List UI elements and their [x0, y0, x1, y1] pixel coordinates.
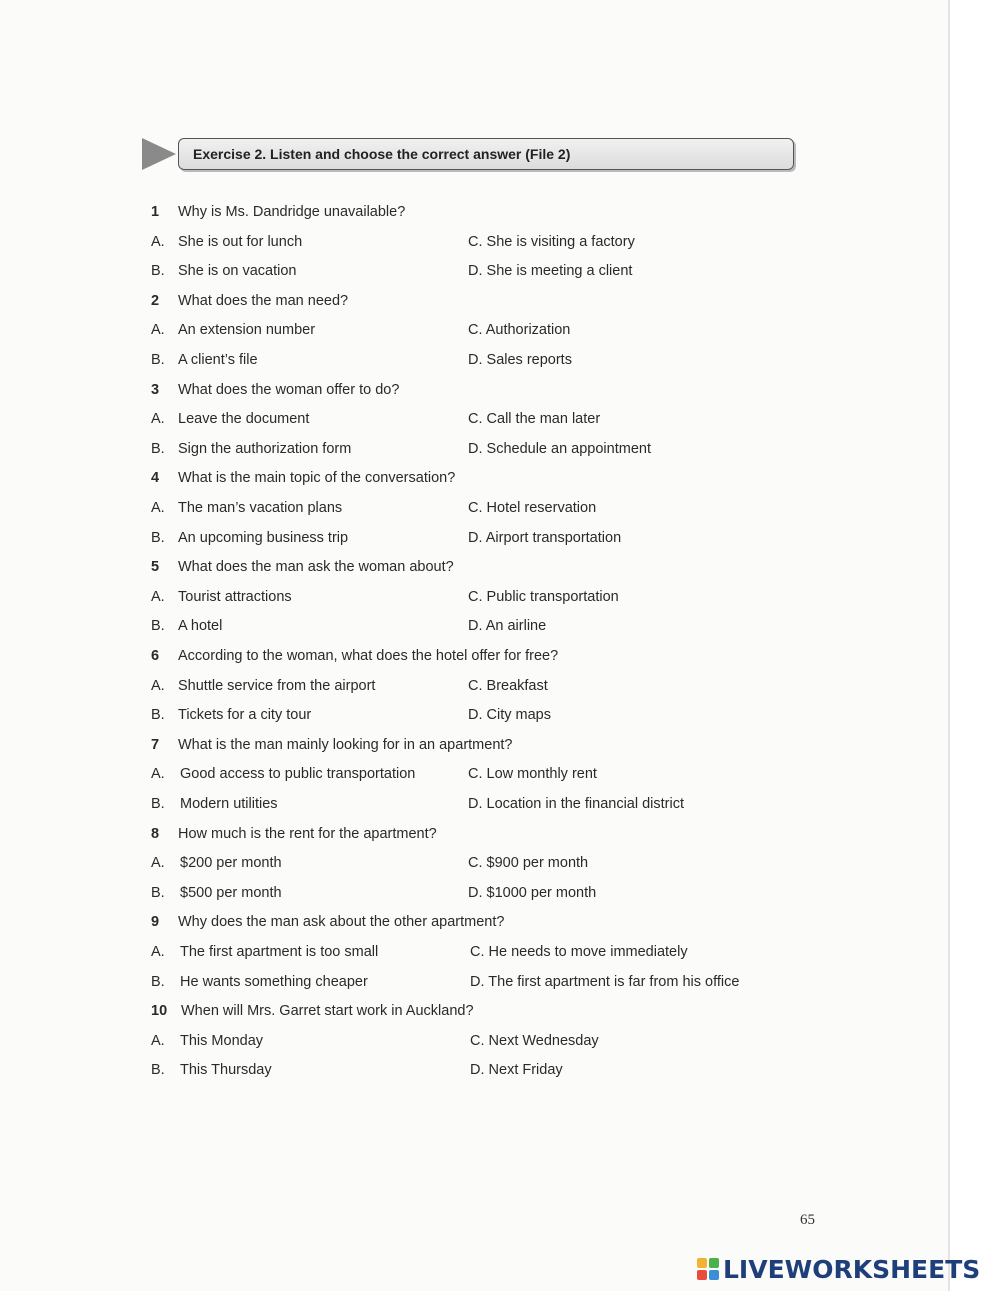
- question-text: What does the man need?: [178, 292, 349, 309]
- option-d[interactable]: D. Location in the financial district: [468, 796, 684, 812]
- option-label: A.: [151, 588, 165, 605]
- liveworksheets-icon: [697, 1258, 721, 1282]
- option-a[interactable]: This Monday: [180, 1032, 264, 1049]
- option-label: B.: [151, 884, 165, 901]
- option-label: B.: [151, 973, 165, 990]
- question-text: What does the woman offer to do?: [178, 381, 400, 398]
- option-d[interactable]: D. Airport transportation: [468, 529, 622, 546]
- option-label: A.: [151, 677, 165, 694]
- option-label: A.: [151, 411, 165, 428]
- option-a[interactable]: An extension number: [178, 322, 316, 339]
- option-c[interactable]: C. He needs to move immediately: [470, 944, 688, 960]
- option-d[interactable]: D. Schedule an appointment: [468, 440, 651, 457]
- question-text: How much is the rent for the apartment?: [178, 825, 437, 842]
- question-text: What does the man ask the woman about?: [178, 559, 454, 576]
- question-text: What is the man mainly looking for in an apartment?: [178, 736, 513, 753]
- option-b[interactable]: This Thursday: [180, 1062, 272, 1079]
- option-c[interactable]: C. Breakfast: [468, 677, 548, 694]
- option-d[interactable]: D. She is meeting a client: [468, 263, 633, 280]
- question-text: What is the main topic of the conversation?: [178, 470, 456, 487]
- option-b[interactable]: She is on vacation: [178, 263, 297, 280]
- exercise-title-box: [178, 138, 794, 170]
- option-b[interactable]: A hotel: [178, 618, 223, 635]
- option-a[interactable]: Tourist attractions: [178, 588, 292, 605]
- option-c[interactable]: C. Authorization: [468, 322, 571, 339]
- option-c[interactable]: C. She is visiting a factory: [468, 233, 635, 250]
- option-c[interactable]: C. $900 per month: [468, 855, 589, 872]
- question-number: 6: [151, 648, 160, 664]
- option-c[interactable]: C. Next Wednesday: [470, 1032, 599, 1049]
- page-number: 65: [800, 1212, 815, 1228]
- option-b[interactable]: $500 per month: [180, 884, 282, 901]
- option-label: A.: [151, 500, 165, 516]
- option-label: A.: [151, 1032, 165, 1049]
- option-label: A.: [151, 322, 165, 339]
- option-b[interactable]: Sign the authorization form: [178, 440, 352, 457]
- option-a[interactable]: She is out for lunch: [178, 233, 303, 250]
- option-b[interactable]: An upcoming business trip: [178, 529, 349, 546]
- option-b[interactable]: He wants something cheaper: [180, 973, 368, 990]
- option-d[interactable]: D. Next Friday: [470, 1062, 563, 1079]
- option-c[interactable]: C. Public transportation: [468, 588, 619, 605]
- option-c[interactable]: C. Call the man later: [468, 411, 601, 428]
- play-arrow-icon: [142, 138, 176, 170]
- option-label: B.: [151, 263, 165, 280]
- question-number: 9: [151, 914, 160, 931]
- option-a[interactable]: $200 per month: [180, 855, 282, 872]
- option-d[interactable]: D. An airline: [468, 618, 547, 635]
- option-a[interactable]: Good access to public transportation: [180, 766, 416, 783]
- option-b[interactable]: Tickets for a city tour: [178, 707, 312, 724]
- option-label: B.: [151, 352, 165, 368]
- question-number: 5: [151, 559, 160, 576]
- question-number: 2: [151, 292, 160, 309]
- option-label: A.: [151, 233, 165, 250]
- option-label: A.: [151, 855, 165, 872]
- exercise-header: [142, 136, 797, 174]
- question-text: Why is Ms. Dandridge unavailable?: [178, 204, 406, 220]
- option-a[interactable]: The man’s vacation plans: [178, 500, 343, 516]
- option-b[interactable]: A client’s file: [178, 352, 258, 368]
- option-label: B.: [151, 529, 165, 546]
- option-label: B.: [151, 796, 165, 812]
- question-text: According to the woman, what does the hotel offer for free?: [178, 648, 559, 664]
- option-c[interactable]: C. Low monthly rent: [468, 766, 597, 783]
- option-a[interactable]: Leave the document: [178, 411, 310, 428]
- question-number: 1: [151, 204, 160, 220]
- question-text: When will Mrs. Garret start work in Auckland?: [181, 1003, 474, 1020]
- option-c[interactable]: C. Hotel reservation: [468, 500, 597, 516]
- question-number: 10: [151, 1003, 168, 1020]
- option-label: B.: [151, 707, 165, 724]
- option-a[interactable]: The first apartment is too small: [180, 944, 379, 960]
- option-d[interactable]: D. $1000 per month: [468, 884, 597, 901]
- option-label: A.: [151, 944, 165, 960]
- question-number: 7: [151, 736, 160, 753]
- question-text: Why does the man ask about the other apartment?: [178, 914, 505, 931]
- option-d[interactable]: D. Sales reports: [468, 352, 572, 368]
- option-d[interactable]: D. The first apartment is far from his office: [470, 973, 740, 990]
- option-a[interactable]: Shuttle service from the airport: [178, 677, 376, 694]
- question-number: 3: [151, 381, 160, 398]
- question-number: 8: [151, 825, 160, 842]
- option-label: B.: [151, 440, 165, 457]
- exercise-title: Exercise 2. Listen and choose the correct answer (File 2): [193, 146, 571, 162]
- option-d[interactable]: D. City maps: [468, 707, 551, 724]
- page-edge: [948, 0, 950, 1291]
- liveworksheets-wordmark: LIVEWORKSHEETS: [723, 1255, 981, 1284]
- option-label: A.: [151, 766, 165, 783]
- option-label: B.: [151, 1062, 165, 1079]
- option-b[interactable]: Modern utilities: [180, 796, 278, 812]
- option-label: B.: [151, 618, 165, 635]
- question-number: 4: [151, 470, 160, 487]
